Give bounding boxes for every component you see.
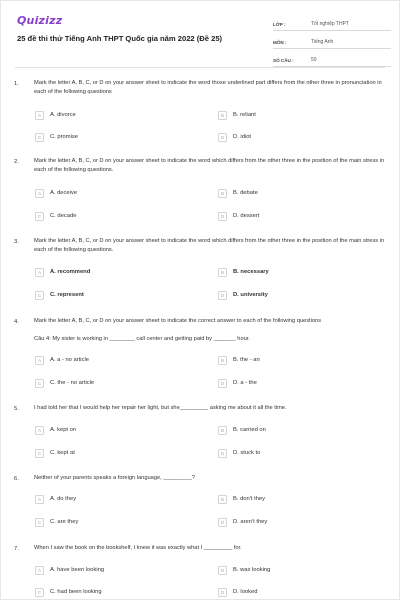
option-text: D. dessert [233,213,260,219]
quizizz-logo: Quizizz [17,14,63,27]
question-number: 3. [14,239,19,245]
meta-value: Tốt nghiệp THPT [311,21,349,27]
option-text: C. had been looking [50,589,102,595]
question-text: Mark the letter A, B, C, or D on your answer sheet to indicate the word which differs from the other three in the position of the main stress in each of the following questions. [34,238,385,253]
question-text: Mark the letter A, B, C, or D on your answer sheet to indicate the word those underlined part differs from the other three in pronunciation in each of the following questions [34,80,382,95]
option-letter-box: C [35,212,44,221]
option-letter-box: B [218,111,227,120]
option-letter-box: B [218,189,227,198]
answer-option-a[interactable] [35,565,104,575]
option-text: D. university [233,292,268,298]
option-letter-box: D [218,588,227,597]
question-text: I had told her that I would help her repair her light, but she_________ asking me about it all the time. [34,405,287,411]
question-number: 2. [14,159,19,165]
answer-option-b[interactable] [218,425,266,435]
option-text: C. promise [50,134,79,140]
option-text: A. recommend [50,269,91,275]
option-text: B. necessary [233,269,269,275]
option-letter-box: C [35,449,44,458]
question-number: 4. [14,319,19,325]
meta-value: Tiếng Anh [311,39,334,45]
option-letter-box: A [35,111,44,120]
option-text: B. was looking [233,567,271,573]
answer-option-c[interactable] [35,517,78,527]
option-text: A. a - no article [50,357,89,363]
option-letter-box: D [218,379,227,388]
option-text: A. kept on [50,427,77,433]
option-text: C. represent [50,292,84,298]
meta-row-subject [273,33,391,49]
answer-option-a[interactable] [35,425,76,435]
answer-option-b[interactable] [218,494,265,504]
meta-label: MÔN : [273,40,287,45]
question-text: Neither of your parents speaks a foreign language, _________? [34,475,195,481]
answer-option-b[interactable] [218,355,260,365]
question-number: 5. [14,406,19,412]
option-letter-box: B [218,566,227,575]
question-prompt: Câu 4: My sister is working in ________ call center and getting paid by _______ hour. [34,336,250,342]
answer-option-d[interactable] [218,132,251,142]
answer-option-d[interactable] [218,211,259,221]
answer-option-d[interactable] [218,587,258,597]
option-text: B. debate [233,190,258,196]
option-text: B. don't they [233,496,266,502]
option-text: A. divorce [50,112,76,118]
answer-option-d[interactable] [218,517,267,527]
answer-option-b[interactable] [218,110,256,120]
question-text: When I saw the book on the bookshelf, I knew it was exactly what I _________ for. [34,545,242,551]
answer-option-a[interactable] [35,267,90,277]
option-text: D. looked [233,589,258,595]
option-letter-box: C [35,588,44,597]
option-letter-box: D [218,449,227,458]
question-number: 6. [14,476,19,482]
answer-option-c[interactable] [35,290,84,300]
option-letter-box: C [35,291,44,300]
answer-option-b[interactable] [218,188,258,198]
question-text: Mark the letter A, B, C, or D on your answer sheet to indicate the word which differs from the other three in the position of the main stress in each of the following questions. [34,158,385,173]
option-letter-box: B [218,356,227,365]
answer-option-b[interactable] [218,267,269,277]
option-letter-box: A [35,495,44,504]
question-text: Mark the letter A, B, C, or D on your answer sheet to indicate the correct answer to each of the following questions [34,318,322,324]
option-letter-box: D [218,518,227,527]
option-text: D. idiot [233,134,252,140]
answer-option-d[interactable] [218,448,260,458]
meta-row-class [273,15,391,31]
meta-label: LỚP : [273,22,286,27]
meta-row-count [273,51,391,67]
answer-option-c[interactable] [35,211,76,221]
option-text: D. aren't they [233,519,268,525]
option-text: D. a - the [233,380,257,386]
option-letter-box: B [218,426,227,435]
option-letter-box: B [218,268,227,277]
option-letter-box: A [35,566,44,575]
option-text: B. the - an [233,357,260,363]
option-text: C. are they [50,519,79,525]
option-letter-box: C [35,379,44,388]
option-text: C. kept at [50,450,75,456]
option-letter-box: A [35,426,44,435]
answer-option-b[interactable] [218,565,270,575]
answer-option-a[interactable] [35,110,76,120]
meta-label: SỐ CÂU : [273,58,294,63]
answer-option-d[interactable] [218,378,257,388]
option-letter-box: A [35,268,44,277]
option-text: C. the - no article [50,380,95,386]
option-text: A. have been looking [50,567,105,573]
option-letter-box: D [218,291,227,300]
option-letter-box: B [218,495,227,504]
option-letter-box: D [218,133,227,142]
answer-option-d[interactable] [218,290,268,300]
answer-option-c[interactable] [35,132,78,142]
answer-option-a[interactable] [35,494,76,504]
option-letter-box: C [35,518,44,527]
question-number: 7. [14,546,19,552]
option-letter-box: A [35,189,44,198]
option-letter-box: D [218,212,227,221]
answer-option-a[interactable] [35,355,89,365]
option-text: B. carried on [233,427,266,433]
meta-value: 50 [311,57,317,63]
header-divider [15,67,385,68]
answer-option-c[interactable] [35,448,75,458]
page-title: 25 đề thi thử Tiếng Anh THPT Quốc gia năm 2022 (Đề 25) [17,34,223,43]
option-text: C. decade [50,213,77,219]
meta-block [273,15,391,69]
answer-option-a[interactable] [35,188,77,198]
option-text: A. deceive [50,190,78,196]
answer-option-c[interactable] [35,378,94,388]
question-number: 1. [14,81,19,87]
option-text: B. reliant [233,112,256,118]
option-text: A. do they [50,496,77,502]
option-text: D. stuck to [233,450,261,456]
answer-option-c[interactable] [35,587,102,597]
option-letter-box: A [35,356,44,365]
option-letter-box: C [35,133,44,142]
